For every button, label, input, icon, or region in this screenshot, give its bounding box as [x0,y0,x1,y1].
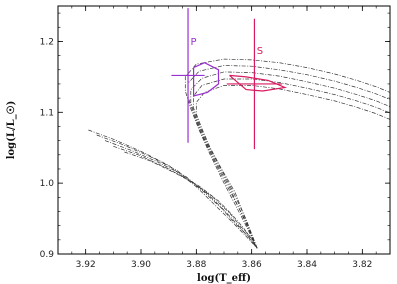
evolution-tracks [88,59,390,248]
star-annotations [171,8,284,149]
annotation-label-p: P [190,36,197,48]
track-line [191,72,390,248]
x-tick-label: 3.92 [75,260,96,270]
annotation-label-s: S [256,46,264,58]
track-line [124,152,257,248]
y-axis-ticks [40,13,390,260]
track-line [194,79,390,248]
x-tick-label: 3.90 [130,260,152,270]
y-tick-label: 0.9 [39,250,54,260]
y-tick-label: 1.1 [39,108,54,119]
y-axis-label: log(L/L_☉) [6,100,17,160]
track-line [188,66,390,249]
track-line [196,85,390,248]
track-line [113,146,257,248]
track-line [185,59,390,248]
x-axis-ticks [72,6,390,270]
x-axis-label: log(T_eff) [197,273,251,284]
y-tick-label: 1.0 [39,179,54,190]
x-tick-label: 3.86 [241,260,262,270]
x-tick-label: 3.88 [186,260,207,270]
error-box-p [194,63,219,96]
error-box-s [230,75,285,91]
x-tick-label: 3.82 [352,260,373,270]
y-tick-label: 1.2 [39,37,54,48]
plot-frame [58,6,390,254]
x-tick-label: 3.84 [296,260,318,270]
